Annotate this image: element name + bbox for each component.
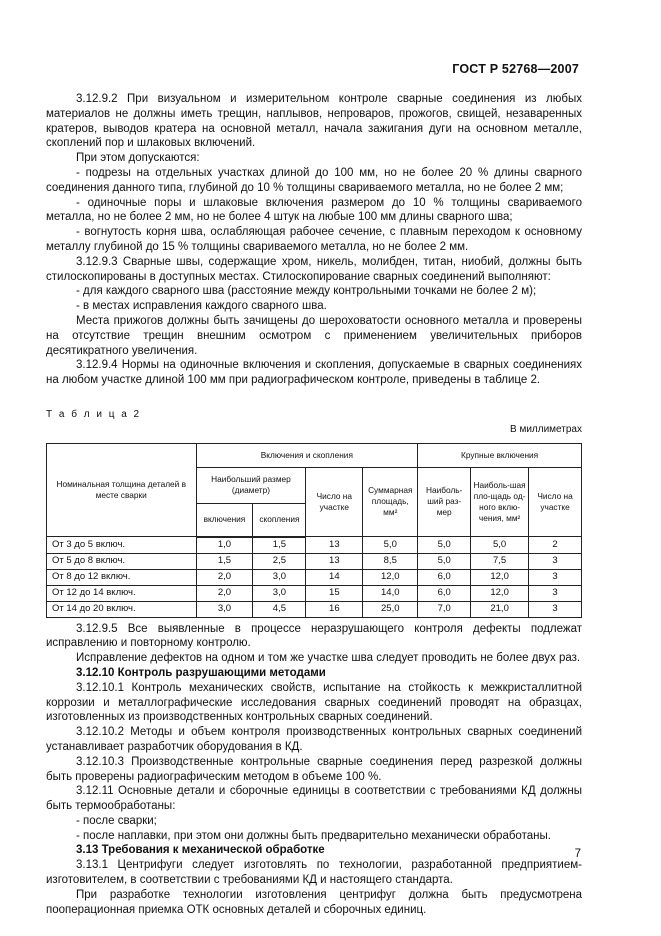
- section-heading: 3.13 Требования к механической обработке: [76, 844, 325, 857]
- table-cell: 5,0: [363, 537, 418, 554]
- table-row: [47, 569, 582, 585]
- table-cell: 14,0: [363, 585, 418, 601]
- page-number: 7: [574, 848, 581, 860]
- table-cell: 12,0: [363, 569, 418, 585]
- section-heading: 3.12.10 Контроль разрушающими методами: [76, 666, 326, 679]
- table-cell: 5,0: [418, 537, 471, 554]
- table-cell: От 8 до 12 включ.: [47, 569, 197, 585]
- table-cell: От 12 до 14 включ.: [47, 585, 197, 601]
- table-cell: 3,0: [253, 585, 306, 601]
- table-row: [47, 585, 582, 601]
- table-cell: 8,5: [363, 553, 418, 569]
- table-cell: 3: [529, 585, 582, 601]
- paragraph: 3.12.9.5 Все выявленные в процессе неразрушающего контроля дефекты подлежат исправлению и повторному контролю.: [46, 622, 582, 650]
- paragraph: При разработке технологии изготовления центрифуг должна быть предусмотрена пооперационная приемка ОТК основных деталей и сборочных единиц.: [46, 888, 582, 916]
- table-cell: 2,5: [253, 553, 306, 569]
- paragraph: 3.12.9.3 Сварные швы, содержащие хром, никель, молибден, титан, ниобий, должны быть стилоскопированы в доступных местах. Стилоскопирование сварных соединений выполняют:: [46, 255, 582, 283]
- table-cell: 3: [529, 569, 582, 585]
- paragraph: 3.12.10.2 Методы и объем контроля производственных контрольных сварных соединений устанавливает разработчик оборудования в КД.: [46, 726, 582, 753]
- table-cell: 14: [306, 569, 363, 585]
- inclusions-table: [46, 443, 582, 618]
- header-inclusions-group: Включения и скопления: [196, 443, 418, 467]
- table-cell: 12,0: [471, 569, 529, 585]
- table-caption: Т а б л и ц а 2: [46, 408, 142, 420]
- table-row: [47, 537, 582, 554]
- table-row: [47, 553, 582, 569]
- table-cell: 13: [306, 553, 363, 569]
- document-header: ГОСТ Р 52768—2007: [452, 62, 579, 76]
- table-cell: 25,0: [363, 601, 418, 617]
- table-cell: 4,5: [253, 601, 306, 617]
- list-item: - одиночные поры и шлаковые включения размером до 10 % толщины свариваемого металла, но не более 2 мм, но не более 4 штук на любые 100 мм длины сварного шва;: [46, 196, 582, 224]
- table-cell: От 3 до 5 включ.: [47, 537, 197, 554]
- table-cell: 2,0: [196, 569, 253, 585]
- table-cell: 1,0: [196, 537, 253, 554]
- header-largest-size: Наиболь-ший раз-мер: [418, 467, 471, 537]
- list-item: - в местах исправления каждого сварного шва.: [76, 300, 327, 313]
- table-cell: 3,0: [196, 601, 253, 617]
- table-cell: 7,0: [418, 601, 471, 617]
- table-cell: 5,0: [471, 537, 529, 554]
- list-item: - для каждого сварного шва (расстояние между контрольными точками не более 2 м);: [76, 285, 537, 298]
- header-thickness: Номинальная толщина деталей в месте сварки: [47, 443, 197, 537]
- header-count: Число на участке: [306, 467, 363, 537]
- table-cell: 6,0: [418, 569, 471, 585]
- table-cell: 3,0: [253, 569, 306, 585]
- table-cell: 13: [306, 537, 363, 554]
- header-large-group: Крупные включения: [418, 443, 582, 467]
- paragraphs-after: [46, 622, 582, 918]
- paragraph: 3.12.9.4 Нормы на одиночные включения и скопления, допускаемые в сварных соединениях на любом участке длиной 100 мм при радиографическом контроле, приведены в таблице 2.: [46, 359, 582, 387]
- header-max-size: Наибольший размер (диаметр): [196, 467, 306, 503]
- paragraph: 3.12.9.2 При визуальном и измерительном контроле сварные соединения из любых материалов не должны иметь трещин, наплывов, непроваров, прожогов, свищей, незаваренных кратеров, выводов кратера на основной металл, начала зажигания дуги на основном металле, скоплений пор и шлаковых включений.: [46, 93, 582, 150]
- list-item: - вогнутость корня шва, ослабляющая рабочее сечение, с плавным переходом к основному металлу глубиной до 15 % толщины свариваемого металла, но не более 2 мм.: [46, 226, 582, 253]
- table-cell: 1,5: [196, 553, 253, 569]
- page-content: [46, 92, 582, 917]
- paragraph: Исправление дефектов на одном и том же участке шва следует проводить не более двух раз.: [76, 652, 581, 665]
- list-item: - после наплавки, при этом они должны быть предварительно механически обработаны.: [76, 829, 551, 842]
- table-cell: 12,0: [471, 585, 529, 601]
- paragraph: При этом допускаются:: [76, 152, 200, 165]
- table-row: [47, 601, 582, 617]
- table-cell: 2,0: [196, 585, 253, 601]
- table-cell: 21,0: [471, 601, 529, 617]
- header-total-area: Суммарная площадь, мм²: [363, 467, 418, 537]
- paragraph: 3.12.10.3 Производственные контрольные сварные соединения перед разрезкой должны быть проверены радиографическим методом в объеме 100 %.: [46, 755, 582, 783]
- table-cell: От 14 до 20 включ.: [47, 601, 197, 617]
- table-cell: 2: [529, 537, 582, 554]
- paragraphs-before: [46, 92, 582, 388]
- table-cell: От 5 до 8 включ.: [47, 553, 197, 569]
- table-cell: 5,0: [418, 553, 471, 569]
- list-item: - после сварки;: [76, 814, 157, 827]
- table-cell: 15: [306, 585, 363, 601]
- header-clusters: скопления: [253, 503, 306, 537]
- table-cell: 3: [529, 553, 582, 569]
- list-item: - подрезы на отдельных участках длиной до 100 мм, но не более 20 % длины сварного соединения данного типа, глубиной до 10 % толщины свариваемого металла, но не более 2 мм;: [46, 166, 582, 194]
- table-cell: 16: [306, 601, 363, 617]
- table-cell: 3: [529, 601, 582, 617]
- paragraph: Места прижогов должны быть зачищены до шероховатости основного металла и проверены на отсутствие трещин внешним осмотром с применением увеличительных приборов десятикратного увеличения.: [46, 314, 582, 357]
- table-cell: 7,5: [471, 553, 529, 569]
- header-inclusions: включения: [196, 503, 253, 537]
- header-large-count: Число на участке: [529, 467, 582, 537]
- paragraph: 3.12.11 Основные детали и сборочные единицы в соответствии с требованиями КД должны быть термообработаны:: [46, 785, 582, 813]
- table-cell: 6,0: [418, 585, 471, 601]
- table-unit: В миллиметрах: [510, 423, 582, 435]
- paragraph: 3.12.10.1 Контроль механических свойств, испытание на стойкость к межкристаллитной коррозии и металлографические исследования сварных соединений проводят на образцах, изготовленных из производственных контрольных сварных соединений.: [46, 681, 582, 724]
- header-largest-area: Наиболь-шая пло-щадь од-ного вклю-чения, мм²: [471, 467, 529, 537]
- paragraph: 3.13.1 Центрифуги следует изготовлять по технологии, разработанной предприятием-изготовителем, в соответствии с требованиями КД и настоящего стандарта.: [46, 859, 582, 887]
- table-cell: 1,5: [253, 537, 306, 554]
